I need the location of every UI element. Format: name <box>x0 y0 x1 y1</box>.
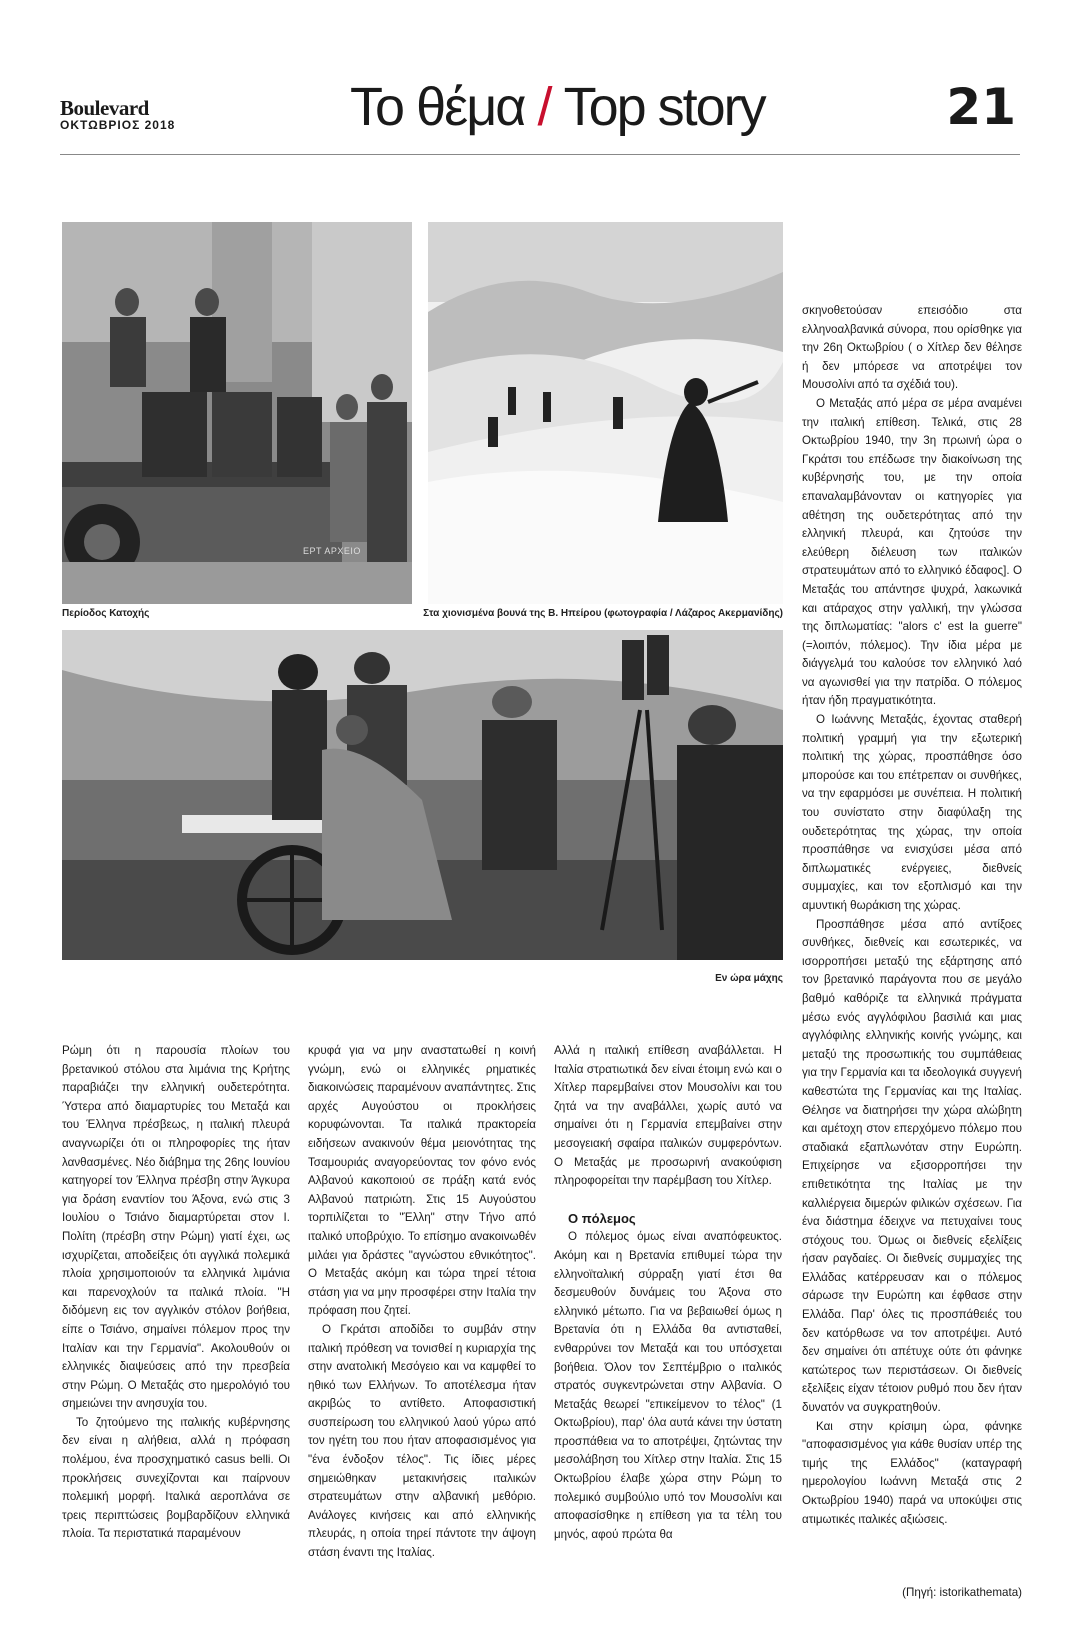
paragraph: Ο πόλεμος όμως είναι αναπόφευκτος. Ακόμη και η Βρετανία επιθυμεί τώρα την ελληνοϊταλική σύρραξη γιατί έτσι θα δεσμευθούν δυνάμεις του Άξονα στο ελληνικό μέτωπο. Για να βεβαιωθεί όμως η Βρετανία ότι η Ελλάδα θα αντισταθεί, ενθαρρύνει τον Μεταξά και του υπόσχεται βοήθεια. Όλον τον Σεπτέμβριο ο ιταλικός στρατός συγκεντρώνεται στην Αλβανία. Ο Μεταξάς θεωρεί "επικείμενον το τέλος" (1 Οκτωβρίου), παρ' όλα αυτά κάνει την ύστατη προσπάθεια να το αποτρέψει, ζητώντας την μεσολάβηση του Χίτλερ στην Ιταλία. Στις 15 Οκτωβρίου έλαβε χώρα στην Ρώμη το πολεμικό συμβούλιο υπό τον Μουσολίνι και αποφασίσθηκε η επίθεση για τα τέλη του μηνός, αφού πρώτα θα <box>554 1230 782 1541</box>
page-header <box>60 0 1020 156</box>
issue-date: ΟΚΤΩΒΡΙΟΣ 2018 <box>60 118 176 132</box>
article-column-1 <box>62 1042 290 1544</box>
paragraph: Και στην κρίσιμη ώρα, φάνηκε "αποφασισμένος για κάθε θυσίαν υπέρ της τιμής της Ελλάδος" (καταγραφή ημερολογίου Ιωάννη Μεταξά στις 2 Οκτωβρίου 1940) παρά να υποκύψει στις ατιμωτικές ιταλικές αξιώσεις. <box>802 1419 1022 1526</box>
paragraph: Ο Μεταξάς από μέρα σε μέρα αναμένει την ιταλική επίθεση. Τελικά, στις 28 Οκτωβρίου 1940, την 3η πρωινή ώρα ο Γκράτσι του επέδωσε την διακοίνωση της κυβέρνησής του, με την οποία επαναλαμβάνονταν οι κατηγορίες για αθέτηση της ουδετερότητας από την ελληνική πλευρά, και ζητούσε την ελεύθερη διέλευση των ιταλικών στρατευμάτων από το ελληνικό έδαφος]. Ο Μεταξάς του απάντησε ψυχρά, λακωνικά και ατάραχος στην γαλλική, την γλώσσα της διπλωματίας: "alors c' est la guerre" (=λοιπόν, πόλεμος). Την ίδια μέρα με διάγγελμά του καλούσε τον ελληνικό λαό να αγωνισθεί για την πατρίδα. Ο πόλεμος ήταν ήδη πραγματικότητα. <box>802 396 1022 708</box>
paragraph: Προσπάθησε μέσα από αντίξοες συνθήκες, διεθνείς και εσωτερικές, να ισορροπήσει μεταξύ της εξάρτησης από τον βρετανικό παράγοντα που σε μεγάλο βαθμό καθόριζε τα ελληνικά πράγματα μέσω ενός αγγλόφιλου βασιλιά και μιας αγγλόφιλης ελληνικής κοινής γνώμης, και μεταξύ της προσωπικής του συμπάθειας για την Γερμανία και τα ιδεολογικά συγγενή καθεστώτα της Γερμανίας και της Ιταλίας. Θέλησε να διατηρήσει την χώρα αλώβητη και αμέτοχη στον επερχόμενο πόλεμο που σταδιακά εξαπλωνόταν στην Ευρώπη. Επιχείρησε να εξισορροπήσει την επιθετικότητα της Ιταλίας με την καλλιέργεια διμερών φιλικών σχέσεων. Για ένα διάστημα έδειχνε να πετυχαίνει τους στόχους του. Όμως οι διεθνείς εξελίξεις ήσαν ραγδαίες. Οι διεθνείς συμμαχίες της Ελλάδας κατέρρευσαν και ο πόλεμος σάρωσε την Ευρώπη και έφθασε στην Ελλάδα. Παρ' όλες τις προσπάθειές του δεν κατόρθωσε να τον αποτρέψει. Αυτό δεν σημαίνει ότι απέτυχε ούτε ότι φάνηκε κατώτερος των περιστάσεων. Οι διεθνείς εξελίξεις είχαν τέτοιον ρυθμό που δεν ήταν δυνατόν να συγκρατηθούν. <box>802 917 1022 1415</box>
paragraph: Το ζητούμενο της ιταλικής κυβέρνησης δεν είναι η αλήθεια, αλλά η πρόφαση πολέμου, ένα προσχηματικό casus belli. Οι προκλήσεις συνεχίζονται και παίρνουν πολεμική μορφή. Ιταλικά αεροπλάνα σε τρεις περιπτώσεις βομβαρδίζουν ελληνικά πλοία. Τα περιστατικά παραμένουν <box>62 1415 290 1541</box>
paragraph: Αλλά η ιταλική επίθεση αναβάλλεται. Η Ιταλία στρατιωτικά δεν είναι έτοιμη ενώ και ο Χίτλερ παρεμβαίνει στον Μουσολίνι και του ζητά να την αναβάλλει, χωρίς αυτό να σημαίνει ότι η Γερμανία επεμβαίνει στην μεσογειακή σφαίρα ιταλικών συμφερόντων. Ο Μεταξάς με προσωρινή ανακούφιση πληροφορείται την παρέμβαση του Χίτλερ. <box>554 1044 782 1188</box>
paragraph: κρυφά για να μην αναστατωθεί η κοινή γνώμη, ενώ οι ελληνικές ρηματικές διακοινώσεις παραμένουν αναπάντητες. Στις αρχές Αυγούστου οι προκλήσεις κορυφώνονται. Τα ιταλικά πρακτορεία ειδήσεων ανακινούν θέμα μειονότητας της Τσαμουριάς αναγορεύοντας τον φόνο ενός Αλβανού κακοποιού σε πράξη κατά ενός Αλβανού πατριώτη. Στις 15 Αυγούστου τορπιλίζεται το "Έλλη" στην Τήνο από ιταλικό υποβρύχιο. Το επίσημο ανακοινωθέν μιλάει για δράστες "αγνώστου εθνικότητος". Ο Μεταξάς ακόμη και τώρα τηρεί τέτοια στάση για να μην προσφέρει στην Ιταλία την πρόφαση που ζητεί. <box>308 1044 536 1318</box>
magazine-logo: Boulevard <box>60 96 149 120</box>
section-title <box>350 77 765 137</box>
page-number: 21 <box>946 78 1016 136</box>
photo-watermark: ΕΡΤ ΑΡΧΕΙΟ <box>303 546 361 556</box>
section-title-english: Top story <box>563 77 765 137</box>
article-column-2 <box>308 1042 536 1563</box>
photo-soldiers-battle <box>62 630 783 960</box>
section-title-greek: Το θέμα <box>350 77 525 137</box>
article-column-3 <box>554 1042 782 1544</box>
article-column-4 <box>802 302 1022 1529</box>
section-subheading: Ο πόλεμος <box>568 1210 636 1226</box>
paragraph: σκηνοθετούσαν επεισόδιο στα ελληνοαλβανικά σύνορα, που ορίσθηκε για την 26η Οκτωβρίου ( ο Χίτλερ δεν θέλησε ή δεν μπόρεσε να αποτρέψει τον Μουσολίνι από τα σχέδιά του). <box>802 304 1022 392</box>
article-source: (Πηγή: istorikathemata) <box>902 1586 1022 1599</box>
section-title-slash: / <box>537 77 551 137</box>
paragraph: Ρώμη ότι η παρουσία πλοίων του βρετανικού στόλου στα λιμάνια της Κρήτης παραβιάζει την ελληνική ουδετερότητα. Ύστερα από διαμαρτυρίες του Μεταξά και του Έλληνα πρέσβεως, η ιταλική πλευρά αναγνωρίζει ότι οι πληροφορίες της ήταν λανθασμένες. Νέο διάβημα της 26ης Ιουνίου κατηγορεί τον Έλληνα πρέσβη στην Άγκυρα για δράση εναντίον του Άξονα, ενώ στις 3 Ιουλίου ο Τσιάνο διαμαρτύρεται στον Ι. Πολίτη (πρέσβη στην Ρώμη) γιατί έχει, ως ισχυρίζεται, αποδείξεις ότι αγγλικά πολεμικά πλοία χρησιμοποιούν τα ελληνικά λιμάνια και παρενοχλούν τα ιταλικά πλοία. "Η διδόμενη εις τον αγγλικόν στόλον βοήθεια, είπε ο Τσιάνο, σημαίνει πόλεμον προς την Ιταλίαν και την Γερμανία". Ακολουθούν οι ελληνικές διαψεύσεις από την πρεσβεία στην Ρώμη. Ο Μεταξάς στο ημερολόγιό του σημειώνει την ανησυχία του. <box>62 1044 290 1411</box>
photo-caption-mountains: Στα χιονισμένα βουνά της Β. Ηπείρου (φωτογραφία / Λάζαρος Ακερμανίδης) <box>423 608 783 619</box>
paragraph: Ο Ιωάννης Μεταξάς, έχοντας σταθερή πολιτική γραμμή για την εξωτερική πολιτική της χώρας, προσπάθησε όσο μπορούσε και του επέτρεπαν οι συνθήκες, να την εφαρμόσει με συνέπεια. Η πολιτική του συνίστατο στην διαφύλαξη της ουδετερότητας της χώρας, την οποία προσπάθησε να ενισχύσει μέσα από διπλωματικές ενέργειες, διεθνείς συμμαχίες, και τον εξοπλισμό και την αμυντική θωράκιση της χώρας. <box>802 713 1022 912</box>
photo-caption-occupation: Περίοδος Κατοχής <box>62 608 150 619</box>
paragraph: Ο Γκράτσι αποδίδει το συμβάν στην ιταλική πρόθεση να τονισθεί η κυριαρχία της στην ανατολική Μεσόγειο και να καμφθεί το ηθικό των Ελλήνων. Το αποτέλεσμα ήταν ακριβώς το αντίθετο. Αποφασιστική συσπείρωση του ελληνικού λαού γύρω από τον ηγέτη του που ήταν αποφασισμένος για "ένα ένδοξον τέλος". Τις ίδιες μέρες σημειώθηκαν μετακινήσεις ιταλικών στρατευμάτων στην αλβανική μεθόριο. Ανάλογες κινήσεις και από ελληνικής πλευράς, η οποία τηρεί πάντοτε την άψογη στάση έναντι της Ιταλίας. <box>308 1322 536 1560</box>
photo-caption-battle: Εν ώρα μάχης <box>715 973 783 984</box>
photo-snowy-mountains <box>428 222 783 604</box>
header-divider <box>60 154 1020 155</box>
